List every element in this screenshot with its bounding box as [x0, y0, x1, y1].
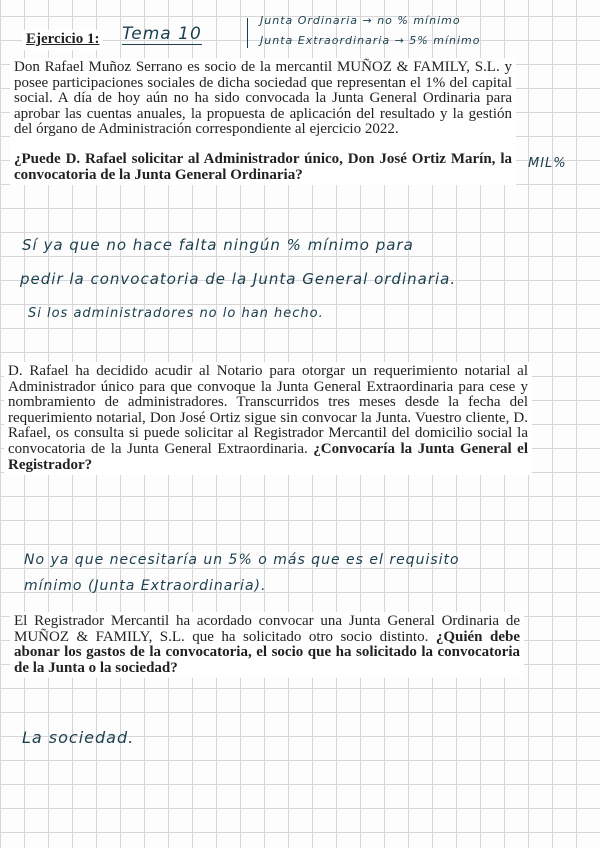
answer1-line: Si los administradores no lo han hecho. — [28, 306, 324, 321]
question1-block — [10, 58, 516, 185]
handwritten-note-ordinaria: Junta Ordinaria → no % mínimo — [260, 14, 461, 27]
question1-text: Don Rafael Muñoz Serrano es socio de la mercantil MUÑOZ & FAMILY, S.L. y posee participaciones sociales de dicha sociedad que representan el 1% del capital social. A día de hoy aún no ha sido convocada la Junta General Ordinaria para aprobar las cuentas anuales, la propuesta de aplicación del resultado y la gestión del órgano de Administración correspondiente al ejercicio 2022. — [14, 59, 512, 138]
answer1-line: Sí ya que no hace falta ningún % mínimo para — [22, 236, 414, 254]
answer3-line: La sociedad. — [22, 728, 135, 747]
exercise-title: Ejercicio 1: — [22, 30, 103, 50]
answer1-line: pedir la convocatoria de la Junta General ordinaria. — [20, 270, 457, 288]
question1-question: ¿Puede D. Rafael solicitar al Administrador único, Don José Ortiz Marín, la convocatoria de la Junta General Ordinaria? — [14, 150, 512, 183]
question3-question: ¿Quién debe abonar los gastos de la convocatoria, el socio que ha solicitado la convocatoria de la Junta o la sociedad? — [14, 628, 520, 676]
question2-block — [4, 362, 532, 475]
question3-block — [10, 612, 524, 678]
handwritten-tema: Tema 10 — [122, 24, 202, 44]
question2-question: ¿Convocaría la Junta General el Registrador? — [8, 440, 529, 473]
question3-text: El Registrador Mercantil ha acordado convocar una Junta General Ordinaria de MUÑOZ & FAMILY, S.L. que ha solicitado otro socio distinto. — [14, 613, 520, 645]
answer2-line: No ya que necesitaría un 5% o más que es el requisito — [24, 552, 460, 568]
handwritten-divider — [247, 18, 248, 48]
answer2-line: mínimo (Junta Extraordinaria). — [24, 578, 267, 594]
question2-text: D. Rafael ha decidido acudir al Notario para otorgar un requerimiento notarial al Administrador único para que convoque la Junta General Extraordinaria para cese y nombramiento de administradores. Transcurridos tres meses desde la fecha del requerimiento notarial, Don José Ortiz sigue sin convocar la Junta. Vuestro cliente, D. Rafael, os consulta si puede solicitar al Registrador Mercantil del domicilio social la convocatoria de la Junta General Extraordinaria. — [8, 363, 528, 457]
handwritten-note-extraordinaria: Junta Extraordinaria → 5% mínimo — [260, 34, 481, 47]
handwritten-margin-note: MIL% — [528, 156, 567, 171]
